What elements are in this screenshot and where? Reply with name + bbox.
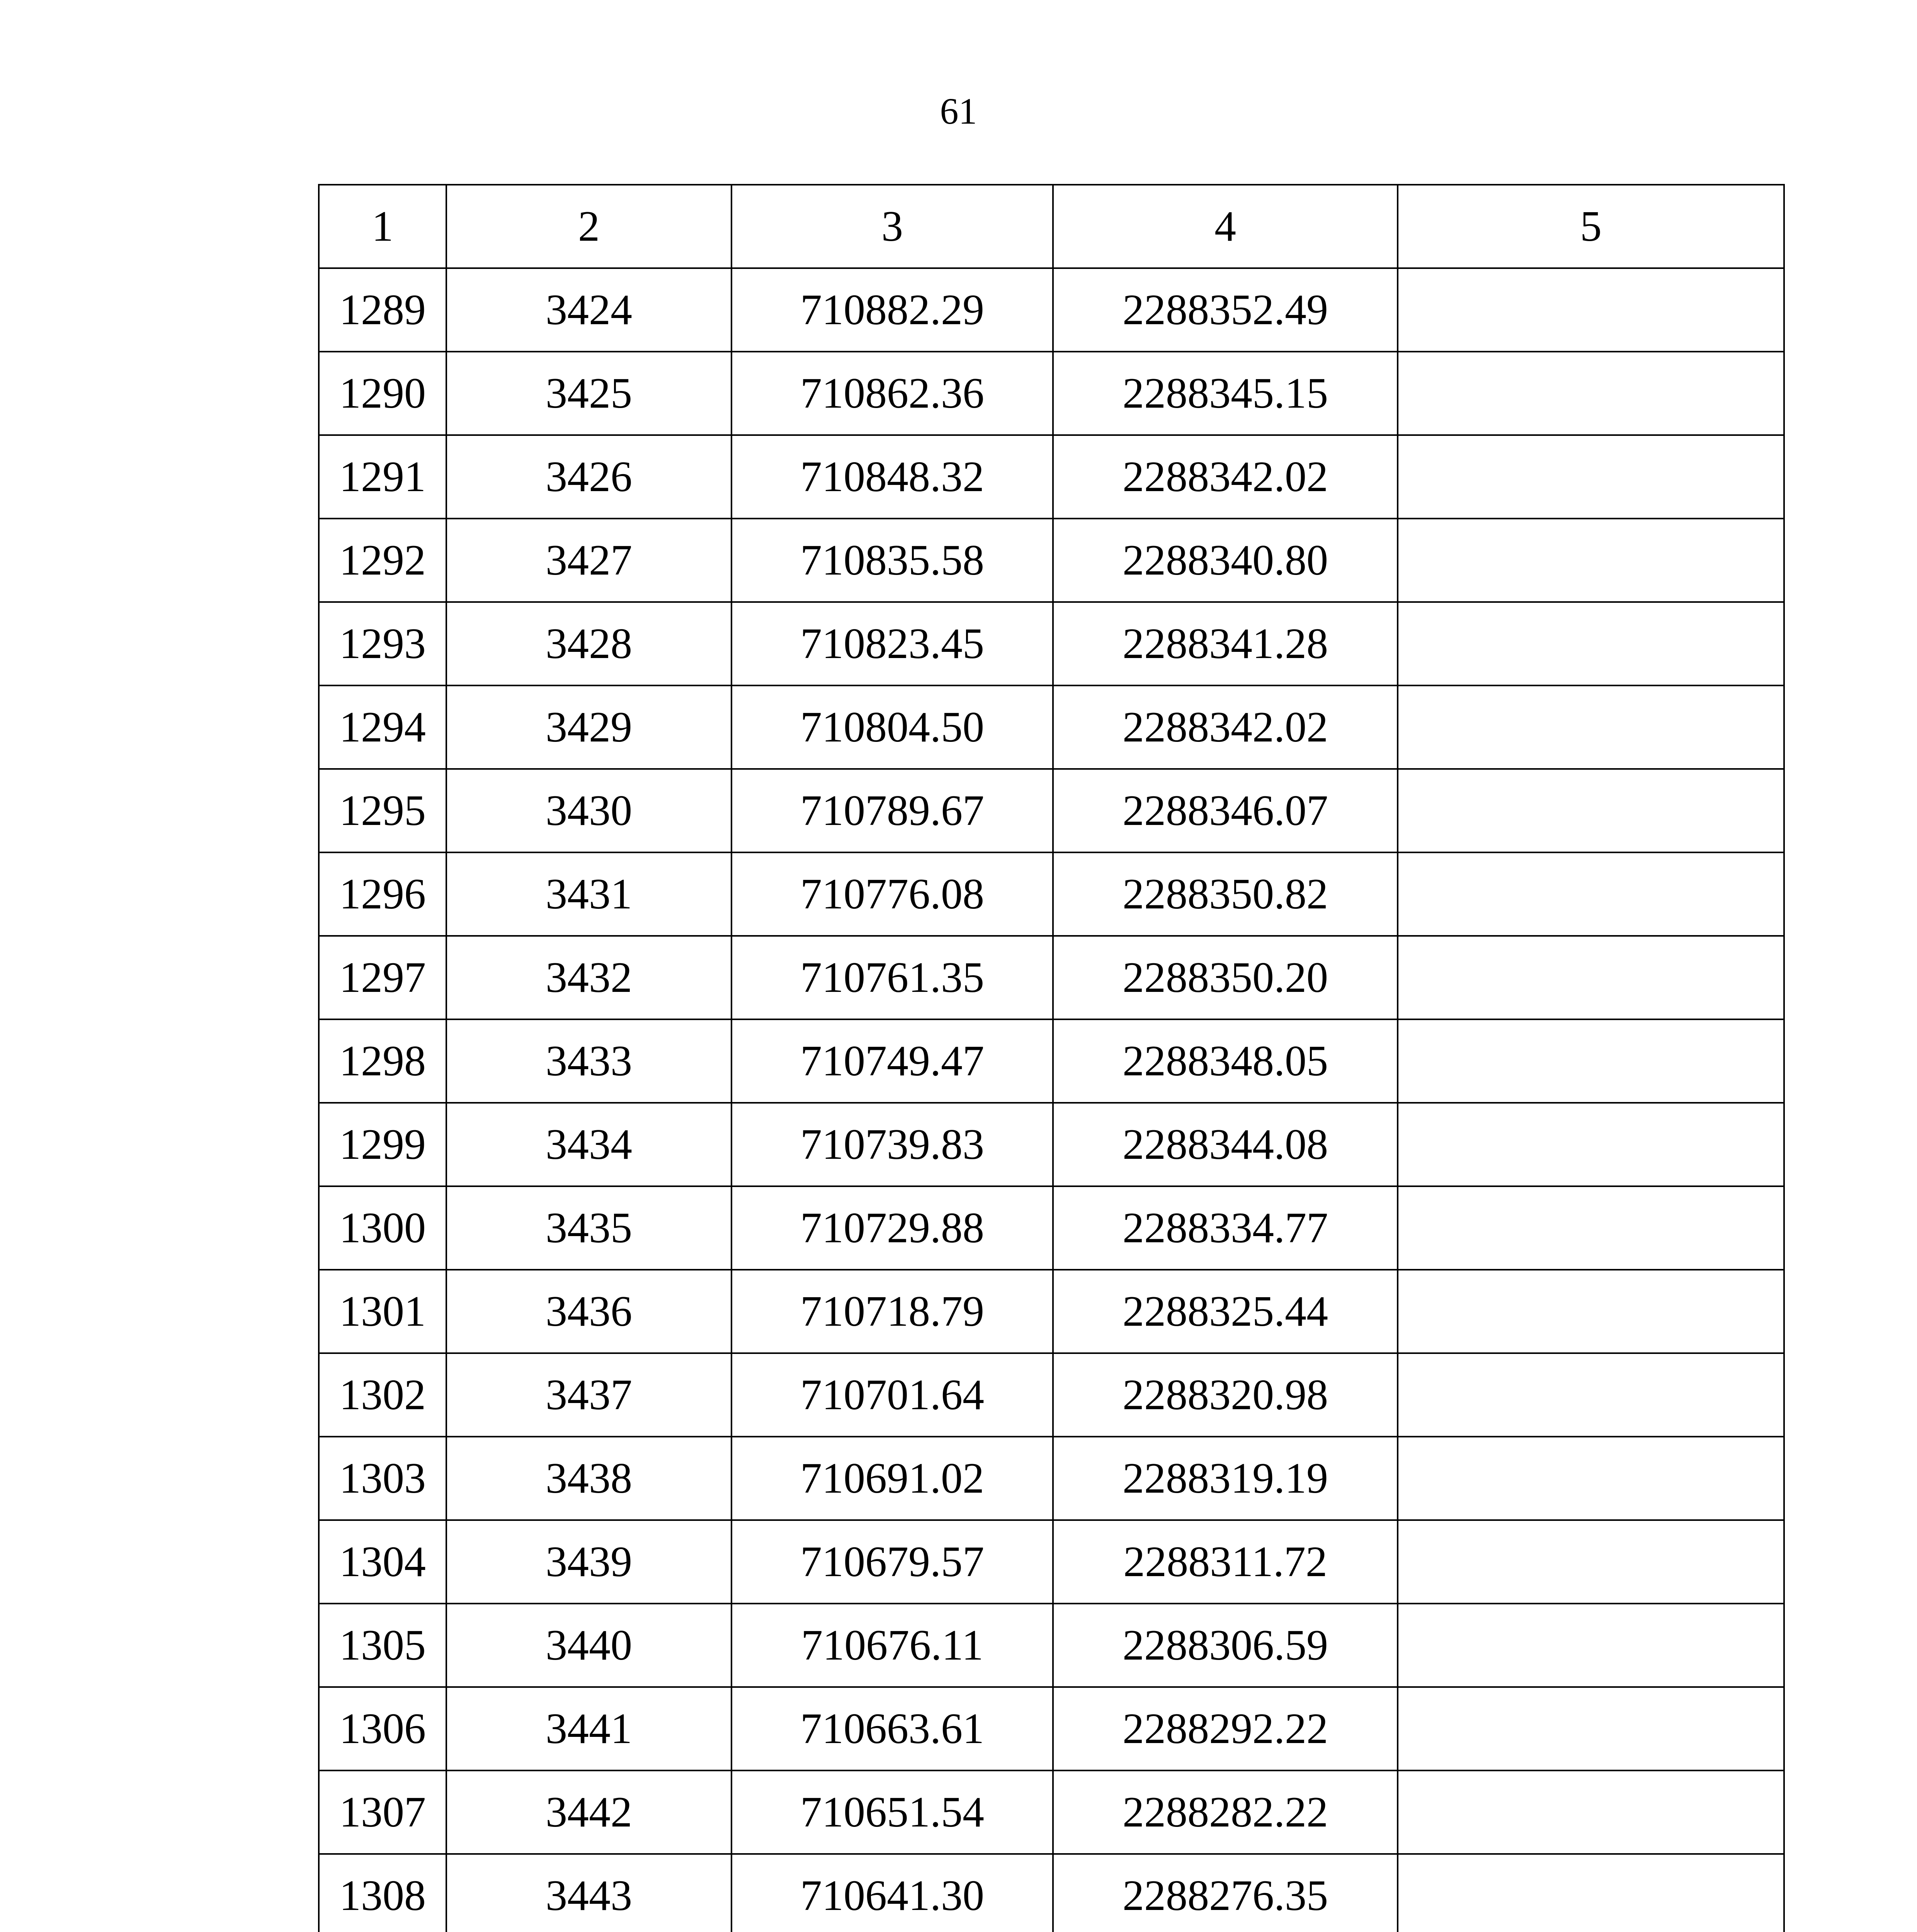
note-cell: [1398, 1103, 1784, 1186]
station-cell: 3441: [446, 1687, 731, 1770]
point-number-cell: 1296: [319, 852, 446, 936]
table-row: [319, 519, 1784, 602]
note-cell: [1398, 685, 1784, 769]
note-cell: [1398, 268, 1784, 352]
station-cell: 3430: [446, 769, 731, 852]
x-coordinate-cell: 710848.32: [731, 435, 1053, 519]
table-row: [319, 1186, 1784, 1270]
station-cell: 3443: [446, 1854, 731, 1932]
point-number-cell: 1298: [319, 1019, 446, 1103]
header-cell-2: 2: [446, 185, 731, 268]
note-cell: [1398, 435, 1784, 519]
x-coordinate-cell: 710651.54: [731, 1770, 1053, 1854]
x-coordinate-cell: 710749.47: [731, 1019, 1053, 1103]
y-coordinate-cell: 2288345.15: [1053, 352, 1398, 435]
x-coordinate-cell: 710718.79: [731, 1270, 1053, 1353]
x-coordinate-cell: 710761.35: [731, 936, 1053, 1019]
station-cell: 3426: [446, 435, 731, 519]
note-cell: [1398, 1019, 1784, 1103]
station-cell: 3435: [446, 1186, 731, 1270]
x-coordinate-cell: 710804.50: [731, 685, 1053, 769]
y-coordinate-cell: 2288334.77: [1053, 1186, 1398, 1270]
header-cell-3: 3: [731, 185, 1053, 268]
table-row: [319, 1854, 1784, 1932]
station-cell: 3438: [446, 1437, 731, 1520]
y-coordinate-cell: 2288346.07: [1053, 769, 1398, 852]
y-coordinate-cell: 2288325.44: [1053, 1270, 1398, 1353]
x-coordinate-cell: 710882.29: [731, 268, 1053, 352]
table-row: [319, 1604, 1784, 1687]
point-number-cell: 1295: [319, 769, 446, 852]
x-coordinate-cell: 710641.30: [731, 1854, 1053, 1932]
point-number-cell: 1289: [319, 268, 446, 352]
station-cell: 3434: [446, 1103, 731, 1186]
point-number-cell: 1305: [319, 1604, 446, 1687]
point-number-cell: 1304: [319, 1520, 446, 1604]
station-cell: 3429: [446, 685, 731, 769]
x-coordinate-cell: 710679.57: [731, 1520, 1053, 1604]
y-coordinate-cell: 2288352.49: [1053, 268, 1398, 352]
station-cell: 3436: [446, 1270, 731, 1353]
note-cell: [1398, 519, 1784, 602]
note-cell: [1398, 602, 1784, 685]
y-coordinate-cell: 2288282.22: [1053, 1770, 1398, 1854]
point-number-cell: 1293: [319, 602, 446, 685]
table-row: [319, 685, 1784, 769]
table-row: [319, 435, 1784, 519]
y-coordinate-cell: 2288306.59: [1053, 1604, 1398, 1687]
y-coordinate-cell: 2288292.22: [1053, 1687, 1398, 1770]
y-coordinate-cell: 2288350.20: [1053, 936, 1398, 1019]
point-number-cell: 1299: [319, 1103, 446, 1186]
point-number-cell: 1297: [319, 936, 446, 1019]
point-number-cell: 1306: [319, 1687, 446, 1770]
station-cell: 3440: [446, 1604, 731, 1687]
note-cell: [1398, 1270, 1784, 1353]
y-coordinate-cell: 2288311.72: [1053, 1520, 1398, 1604]
table-row: [319, 602, 1784, 685]
station-cell: 3433: [446, 1019, 731, 1103]
x-coordinate-cell: 710701.64: [731, 1353, 1053, 1437]
station-cell: 3442: [446, 1770, 731, 1854]
note-cell: [1398, 352, 1784, 435]
point-number-cell: 1307: [319, 1770, 446, 1854]
point-number-cell: 1300: [319, 1186, 446, 1270]
note-cell: [1398, 1437, 1784, 1520]
table-row: [319, 1520, 1784, 1604]
station-cell: 3428: [446, 602, 731, 685]
table-row: [319, 936, 1784, 1019]
point-number-cell: 1308: [319, 1854, 446, 1932]
y-coordinate-cell: 2288350.82: [1053, 852, 1398, 936]
station-cell: 3424: [446, 268, 731, 352]
table-row: [319, 1019, 1784, 1103]
x-coordinate-cell: 710776.08: [731, 852, 1053, 936]
station-cell: 3432: [446, 936, 731, 1019]
station-cell: 3437: [446, 1353, 731, 1437]
point-number-cell: 1301: [319, 1270, 446, 1353]
table-row: [319, 1770, 1784, 1854]
table-row: [319, 769, 1784, 852]
note-cell: [1398, 1186, 1784, 1270]
page-number: 61: [940, 90, 977, 132]
y-coordinate-cell: 2288348.05: [1053, 1019, 1398, 1103]
point-number-cell: 1291: [319, 435, 446, 519]
note-cell: [1398, 1854, 1784, 1932]
table-body: [319, 185, 1784, 1932]
y-coordinate-cell: 2288341.28: [1053, 602, 1398, 685]
x-coordinate-cell: 710676.11: [731, 1604, 1053, 1687]
point-number-cell: 1294: [319, 685, 446, 769]
header-cell-4: 4: [1053, 185, 1398, 268]
note-cell: [1398, 1687, 1784, 1770]
table-row: [319, 352, 1784, 435]
station-cell: 3427: [446, 519, 731, 602]
point-number-cell: 1302: [319, 1353, 446, 1437]
header-cell-5: 5: [1398, 185, 1784, 268]
station-cell: 3425: [446, 352, 731, 435]
header-cell-1: 1: [319, 185, 446, 268]
y-coordinate-cell: 2288344.08: [1053, 1103, 1398, 1186]
y-coordinate-cell: 2288340.80: [1053, 519, 1398, 602]
table-row: [319, 268, 1784, 352]
point-number-cell: 1292: [319, 519, 446, 602]
table-row: [319, 1270, 1784, 1353]
note-cell: [1398, 1353, 1784, 1437]
point-number-cell: 1290: [319, 352, 446, 435]
table-row: [319, 1437, 1784, 1520]
coordinates-table: [318, 184, 1785, 1932]
note-cell: [1398, 1604, 1784, 1687]
table-row: [319, 1103, 1784, 1186]
note-cell: [1398, 936, 1784, 1019]
table-row: [319, 1353, 1784, 1437]
station-cell: 3431: [446, 852, 731, 936]
x-coordinate-cell: 710835.58: [731, 519, 1053, 602]
note-cell: [1398, 769, 1784, 852]
table-header-row: [319, 185, 1784, 268]
y-coordinate-cell: 2288320.98: [1053, 1353, 1398, 1437]
station-cell: 3439: [446, 1520, 731, 1604]
table-row: [319, 852, 1784, 936]
table-row: [319, 1687, 1784, 1770]
x-coordinate-cell: 710739.83: [731, 1103, 1053, 1186]
x-coordinate-cell: 710663.61: [731, 1687, 1053, 1770]
x-coordinate-cell: 710862.36: [731, 352, 1053, 435]
y-coordinate-cell: 2288342.02: [1053, 685, 1398, 769]
note-cell: [1398, 1770, 1784, 1854]
x-coordinate-cell: 710789.67: [731, 769, 1053, 852]
y-coordinate-cell: 2288319.19: [1053, 1437, 1398, 1520]
y-coordinate-cell: 2288342.02: [1053, 435, 1398, 519]
x-coordinate-cell: 710729.88: [731, 1186, 1053, 1270]
note-cell: [1398, 1520, 1784, 1604]
x-coordinate-cell: 710823.45: [731, 602, 1053, 685]
note-cell: [1398, 852, 1784, 936]
x-coordinate-cell: 710691.02: [731, 1437, 1053, 1520]
y-coordinate-cell: 2288276.35: [1053, 1854, 1398, 1932]
point-number-cell: 1303: [319, 1437, 446, 1520]
